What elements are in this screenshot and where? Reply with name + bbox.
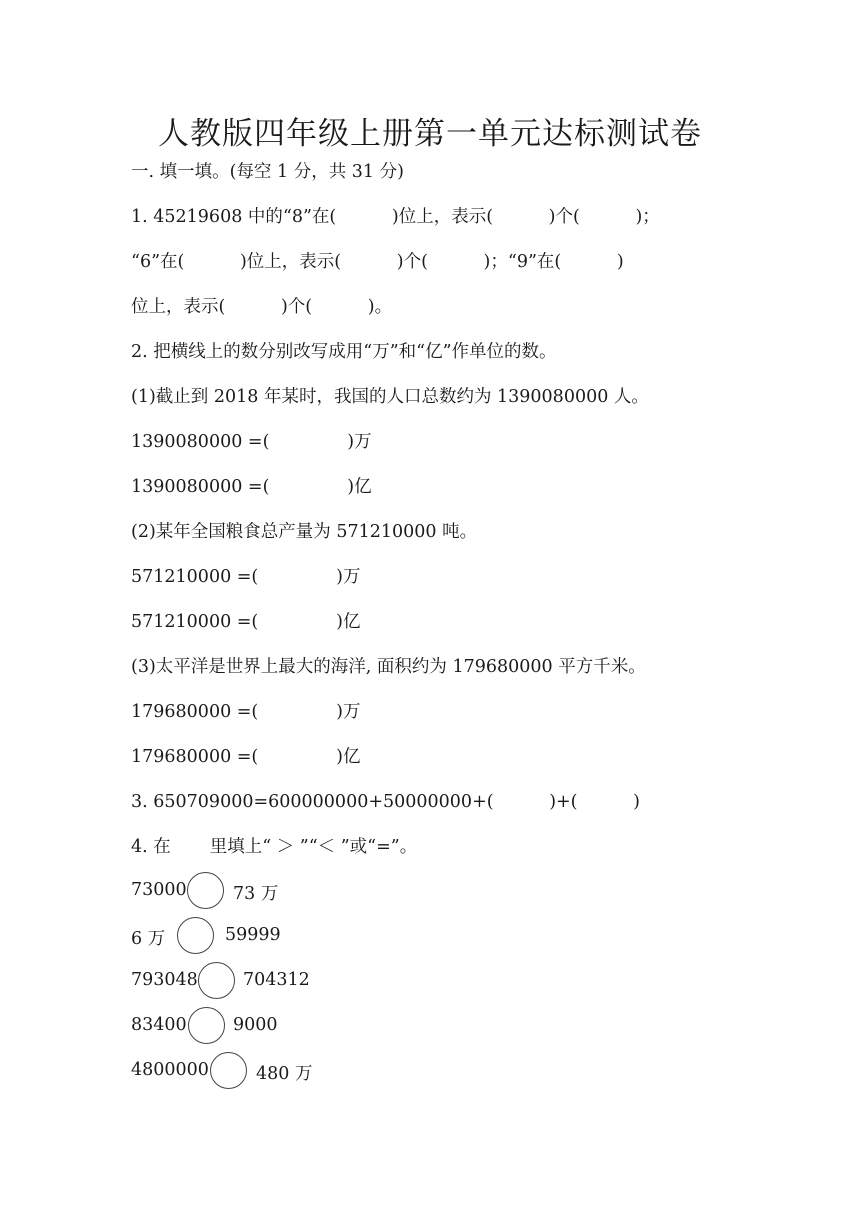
comparison-left: 73000	[131, 880, 187, 900]
answer-circle[interactable]	[177, 917, 214, 954]
question-1-line-3: 位上，表示( )个( )。	[131, 297, 393, 317]
question-2-part-3-wan: 179680000 =( )万	[131, 702, 361, 722]
comparison-right: 9000	[233, 1015, 278, 1035]
question-3: 3. 650709000=600000000+50000000+( )+( )	[131, 792, 640, 812]
comparison-right: 704312	[243, 970, 310, 990]
comparison-right: 480 万	[256, 1064, 313, 1084]
question-2-part-2: (2)某年全国粮食总产量为 571210000 吨。	[131, 522, 478, 542]
page-title: 人教版四年级上册第一单元达标测试卷	[158, 116, 702, 152]
question-2-part-3: (3)太平洋是世界上最大的海洋, 面积约为 179680000 平方千米。	[131, 657, 646, 677]
answer-circle[interactable]	[198, 962, 235, 999]
question-2-part-3-yi: 179680000 =( )亿	[131, 747, 361, 767]
answer-circle[interactable]	[188, 1007, 225, 1044]
question-1-line-1: 1. 45219608 中的“8”在( )位上，表示( )个( )；	[131, 207, 660, 227]
question-1-line-2: “6”在( )位上，表示( )个( )；“9”在( )	[131, 252, 624, 272]
question-2-part-2-yi: 571210000 =( )亿	[131, 612, 361, 632]
question-2-part-1-wan: 1390080000 =( )万	[131, 432, 372, 452]
answer-circle[interactable]	[187, 872, 224, 909]
comparison-right: 73 万	[233, 884, 279, 904]
question-4-intro: 4. 在 里填上“ ＞ ”“＜ ”或“=”。	[131, 837, 418, 857]
question-2-intro: 2. 把横线上的数分别改写成用“万”和“亿”作单位的数。	[131, 342, 557, 362]
answer-circle[interactable]	[210, 1052, 247, 1089]
question-2-part-2-wan: 571210000 =( )万	[131, 567, 361, 587]
comparison-left: 83400	[131, 1015, 187, 1035]
comparison-left: 793048	[131, 970, 198, 990]
comparison-right: 59999	[225, 925, 281, 945]
section-heading: 一. 填一填。(每空 1 分，共 31 分)	[131, 162, 404, 182]
comparison-left: 4800000	[131, 1060, 209, 1080]
question-2-part-1-yi: 1390080000 =( )亿	[131, 477, 372, 497]
comparison-left: 6 万	[131, 929, 166, 949]
question-2-part-1: (1)截止到 2018 年某时，我国的人口总数约为 1390080000 人。	[131, 387, 649, 407]
